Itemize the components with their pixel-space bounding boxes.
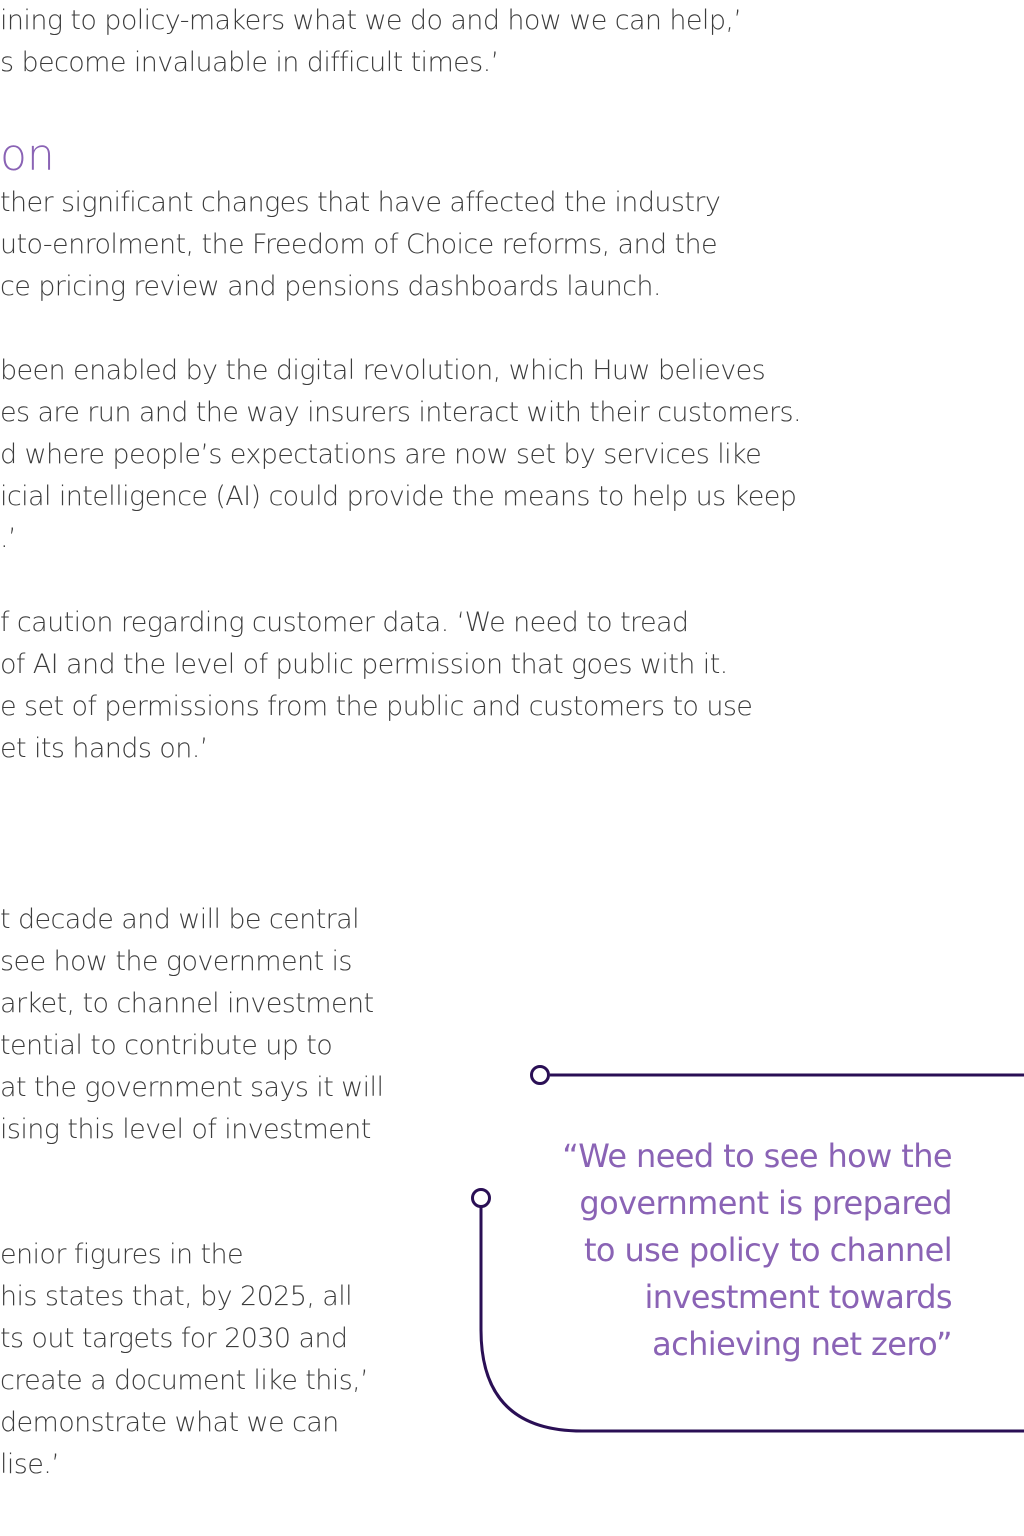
body-text-line: ce pricing review and pensions dashboards launch. [0, 271, 661, 302]
body-text-line: et its hands on.’ [0, 733, 208, 764]
body-text-line: uto-enrolment, the Freedom of Choice reforms, and the [0, 229, 718, 260]
body-text-line: s become invaluable in difficult times.’ [0, 47, 499, 78]
body-text-line: f caution regarding customer data. ‘We need to tread [0, 607, 689, 638]
body-text-line: es are run and the way insurers interact with their customers. [0, 397, 801, 428]
body-text-line: t decade and will be central [0, 904, 360, 935]
bracket-side-dot [473, 1190, 490, 1207]
body-text-line: ining to policy-makers what we do and how we can help,’ [0, 5, 742, 36]
body-text-line: been enabled by the digital revolution, which Huw believes [0, 355, 766, 386]
body-text-line: ts out targets for 2030 and [0, 1323, 348, 1354]
pull-quote-line: investment towards [644, 1278, 952, 1316]
body-text-line: demonstrate what we can [0, 1407, 339, 1438]
body-text-line: e set of permissions from the public and customers to use [0, 691, 753, 722]
pull-quote-line: achieving net zero” [652, 1325, 952, 1363]
body-text-line: see how the government is [0, 946, 352, 977]
body-text-line: ther significant changes that have affected the industry [0, 187, 721, 218]
body-text-line: arket, to channel investment [0, 988, 374, 1019]
body-text-line: d where people’s expectations are now set by services like [0, 439, 762, 470]
body-text-line: icial intelligence (AI) could provide the means to help us keep [0, 481, 797, 512]
body-text-line: enior figures in the [0, 1239, 244, 1270]
pull-quote-line: “We need to see how the [562, 1137, 952, 1175]
section-heading: on [0, 130, 55, 181]
body-text-line: at the government says it will [0, 1072, 384, 1103]
body-text-line: his states that, by 2025, all [0, 1281, 353, 1312]
body-text-line: lise.’ [0, 1449, 60, 1480]
body-text-line: tential to contribute up to [0, 1030, 333, 1061]
pull-quote-line: to use policy to channel [583, 1231, 952, 1269]
body-text-line: ising this level of investment [0, 1114, 371, 1145]
bracket-top-dot [532, 1067, 549, 1084]
body-text-line: .’ [0, 523, 16, 554]
body-text-line: create a document like this,’ [0, 1365, 369, 1396]
body-text-line: of AI and the level of public permission that goes with it. [0, 649, 728, 680]
pull-quote-line: government is prepared [579, 1184, 952, 1222]
